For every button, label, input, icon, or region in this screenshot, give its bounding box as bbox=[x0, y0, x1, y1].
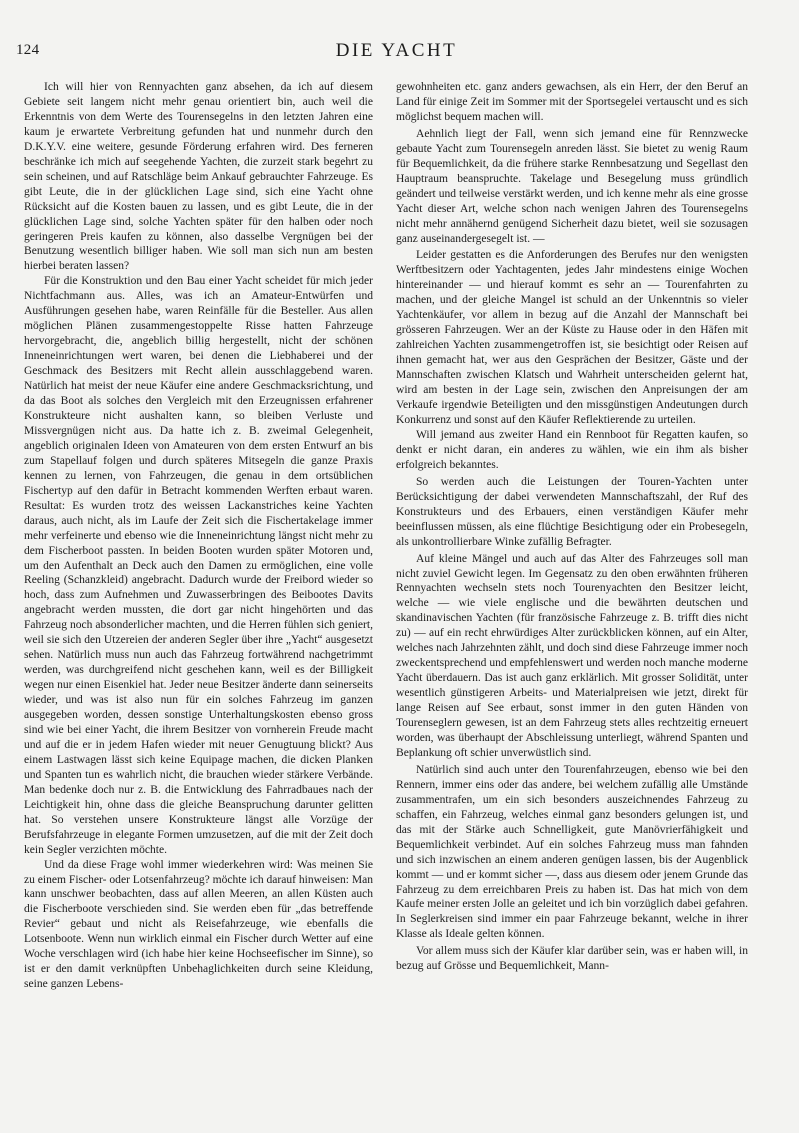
paragraph: Will jemand aus zweiter Hand ein Rennboot für Regatten kaufen, so denkt er nicht daran, ein anderes zu wählen, wie ein ihm als bisher erfolgreich bekanntes. bbox=[396, 428, 748, 471]
right-column bbox=[396, 80, 748, 974]
paragraph: Und da diese Frage wohl immer wiederkehren wird: Was meinen Sie zu einem Fischer- oder Lotsenfahrzeug? möchte ich darauf hinweisen: Man kann unschwer beobachten, dass auf allen Meeren, an allen Küsten auch die Fischerboote verschieden sind. Sie werden eben für „das betreffende Revier“ gebaut und nicht als Reisefahrzeuge, wie ebenfalls die Lotsenboote. Wenn nun wirklich einmal ein Fischer durch Wetter auf eine Woche verschlagen wird (ich habe hier keine Hochseefischer im Sinne), so ist er den damit verknüpften Unbehaglichkeiten durch seine Kleidung, seine ganzen Lebens- bbox=[24, 858, 373, 991]
paragraph: Ich will hier von Rennyachten ganz absehen, da ich auf diesem Gebiete seit langem nicht mehr genau orientiert bin, auch weil die Erkenntnis von dem Werte des Tourensegelns in den letzten Jahren eine kaum je erwartete Verbreitung gefunden hat und nunmehr durch den D.K.Y.V. eine weitere, gesunde Förderung erfahren wird. Des ferneren beschränke ich mich auf seegehende Yachten, die zurzeit stark begehrt zu sein scheinen, und auf Ratschläge beim Ankauf gebrauchter Fahrzeuge. Es gibt Leute, die in der glücklichen Lage sind, sich eine Yacht ohne Rücksicht auf die Kosten bauen zu lassen, und es gibt Leute, die in der glücklichen Lage sind, solche Yachten später für den halben oder noch geringeren Preis kaufen zu können, also dasselbe Vergnügen bei der Benutzung wesentlich billiger haben. Wie soll man sich nun am besten hierbei beraten lassen? bbox=[24, 81, 373, 273]
paragraph: Vor allem muss sich der Käufer klar darüber sein, was er haben will, in bezug auf Grösse und Bequemlichkeit, Mann- bbox=[396, 945, 748, 973]
paragraph: Leider gestatten es die Anforderungen des Berufes nur den wenigsten Werftbesitzern oder Yachtagenten, jedes Jahr mindestens einige Wochen hintereinander — und hierauf kommt es sehr an — Tourenfahrten zu machen, und der gleiche Mangel ist schuld an der Unkenntnis so vieler Yachtenkäufer, vor allem in bezug auf die Anzahl der Mannschaft bei grösseren Fahrzeugen. Wer an der Küste zu Hause oder in den Häfen mit zahlreichen Yachten zusammengetroffen ist, sie besichtigt oder Reisen auf ihnen gemacht hat, wer aus den Gesprächen der Besitzer, Gäste und der Mannschaften zwischen Klatsch und Wahrheit unterscheiden gelernt hat, wird am besten in der Lage sein, zwischen den Anpreisungen der am Verkaufe irgendwie Beteiligten und den missgünstigen Andeutungen durch Konkurrenz und sonst auf den Käufer Reflektierende zu urteilen. bbox=[396, 249, 748, 426]
paragraph: Auf kleine Mängel und auch auf das Alter des Fahrzeuges soll man nicht zuviel Gewicht legen. Im Gegensatz zu den oben erwähnten früheren Rennyachten wechseln stets noch Tourenyachten den Besitzer leicht, welche — wie viele englische und die bewährten deutschen und skandinavischen Yachten (für französische Fahrzeuge z. B. trifft dies nicht zu) — auf ein recht ehrwürdiges Alter zurückblicken können, auf ein Alter, welches nach Jahrzehnten zählt, und doch sind diese Fahrzeuge immer noch zweckentsprechend und empfehlenswert und werden noch manche moderne Yacht überdauern. Das ist auch ganz erklärlich. Mit grosser Solidität, unter wesentlich günstigeren Arbeits- und Materialpreisen wie jetzt, direkt für lange Reisen auf See erbaut, sonst immer in den guten Händen von Tourenseglern gewesen, ist an dem Fahrzeug stets alles rechtzeitig erneuert worden, was überhaupt der Abschleissung unterliegt, während Spanten und Beplankung oft schier unverwüstlich sind. bbox=[396, 552, 748, 759]
running-title: DIE YACHT bbox=[335, 40, 458, 61]
paragraph: Aehnlich liegt der Fall, wenn sich jemand eine für Rennzwecke gebaute Yacht zum Tourensegeln anreden lässt. Sie bietet zu wenig Raum für Bequemlichkeit, da die frühere starke Rennbesatzung und Segellast den Hauptraum beanspruchte. Takelage und Besegelung muss gründlich geändert und teilweise verstärkt werden, und ich kenne mehr als eine grosse Yacht dieser Art, welche schon nach wenigen Jahren des Tourensegelns nicht mehr annähernd genügend Sicherheit dazu bietet, weil sie sozusagen ganz auseinandergesegelt ist. — bbox=[396, 127, 748, 245]
left-column bbox=[24, 80, 373, 992]
page-number: 124 bbox=[16, 42, 40, 58]
paragraph: So werden auch die Leistungen der Touren-Yachten unter Berücksichtigung der dabei verwendeten Mannschaftszahl, der Ruf des Konstrukteurs und des Erbauers, einen verständigen Käufer mehr beeinflussen müssen, als eine flüchtige Besichtigung oder ein Probesegeln, als unkontrollierbare Winke zufällig Befragter. bbox=[396, 475, 748, 548]
paragraph: Für die Konstruktion und den Bau einer Yacht scheidet für mich jeder Nichtfachmann aus. Alles, was ich an Amateur-Entwürfen und Ausführungen gesehen habe, waren Reinfälle für die Besteller. Aus allen möglichen Plänen zusammengestoppelte Risse hatten Fahrzeuge hervorgebracht, die, angeblich billig hergestellt, nicht der schönen Inneneinrichtungen wert waren, bei denen die Liebhaberei und der Geschmack des Besitzers mit Recht allein ausschlaggebend waren. Natürlich hat meist der neue Käufer eine andere Geschmacksrichtung, und da das Boot als solches den Vergleich mit den Erzeugnissen erfahrener Konstrukteure nicht aushalten kann, so bleiben Verluste und Missvergnügen nicht aus. Da hatte ich z. B. zweimal Gelegenheit, angeblich originalen Ideen von Amateuren von dem ersten Entwurf an bis zum Stapellauf folgen und durch späteres Mitsegeln die ganze Praxis kennen zu lernen, von Fahrzeugen, die genau in dem ortsüblichen Fischertyp auf den dafür in Betracht kommenden Werften erbaut waren. Resultat: Es wurden trotz des weissen Lackanstriches keine Yachten daraus, auch nicht, als im Laufe der Zeit sich die Fischertakelage immer mehr verfeinerte und ebenso wie die Inneneinrichtung längst nicht mehr zu dem Fischerboot passten. In beiden Booten wurden später Motoren und, um den Aufenthalt an Deck auch den Damen zu ermöglichen, eine volle Reeling (Schanzkleid) angebracht. Dadurch wurde der Freibord wieder so hoch, dass zum Aufnehmen und Zuwasserbringen des Beibootes Davits angebracht werden mussten, die dort gar nicht hingehörten und das Fahrzeug noch absonderlicher machten, und die Herren fühlen sich geniert, weil sie sich den Utzereien der anderen Segler über ihre „Yacht“ ausgesetzt sehen. Natürlich muss nun auch das Fahrzeug fortwährend nachgetrimmt werden, was durchgreifend nicht geschehen kann, weil es der Billigkeit wegen nur einen Eisenkiel hat. Jeder neue Besitzer änderte dann seinerseits wieder, und was ist also nun für ein solches Fahrzeug im ganzen ausgegeben worden, dessen sonstige Unterhaltungskosten ebenso gross sind wie bei einer Yacht, die ihrem Besitzer von vornherein Freude macht und auf die er in jedem Hafen wieder mit neuer Genugtuung blickt? Aus einem Lastwagen lässt sich keine Equipage machen, die dicken Planken und Spanten tun es wahrlich nicht, die brauchen wieder stärkere Verbände. Man bedenke doch nur z. B. die Entwicklung des Fahrradbaues nach der Leichtigkeit hin, ohne dass die gleiche Beanspruchung darunter gelitten hat. So verstehen unsere Konstrukteure längst alle Vorzüge der Berufsfahrzeuge in elegante Formen umzusetzen, auf die mit der Zeit doch kein Segler verzichten möchte. bbox=[24, 275, 373, 856]
page-header bbox=[16, 42, 777, 70]
paragraph-continued: gewohnheiten etc. ganz anders gewachsen, als ein Herr, der den Beruf an Land für einige Zeit im Sommer mit der Sportsegelei vertauscht und es sich möglichst bequem machen will. bbox=[396, 81, 748, 123]
paragraph: Natürlich sind auch unter den Tourenfahrzeugen, ebenso wie bei den Rennern, immer eins oder das andere, bei welchem zufällig alle Umstände zusammentrafen, um ein sich besonders auszeichnendes Fahrzeug zu schaffen, ein Fahrzeug, welches einmal ganz besonders gelungen ist, und das mit der Stärke auch Schnelligkeit, gute Manövrierfähigkeit und Bequemlichkeit verbindet. Auf ein solches Fahrzeug muss man fahnden und sich inzwischen an einem anderen genügen lassen, bis der Augenblick kommt — und er kommt sicher —, dass aus diesem oder jenem Grunde das Fahrzeug zu dem erreichbaren Preis zu haben ist. Das hat mich von dem Kaufe meiner ersten Jolle an geleitet und ich bin vorzüglich dabei gefahren. In Seglerkreisen sind immer ein paar Fahrzeuge bekannt, welche in ihrer Klasse als Ideale gelten können. bbox=[396, 763, 748, 941]
